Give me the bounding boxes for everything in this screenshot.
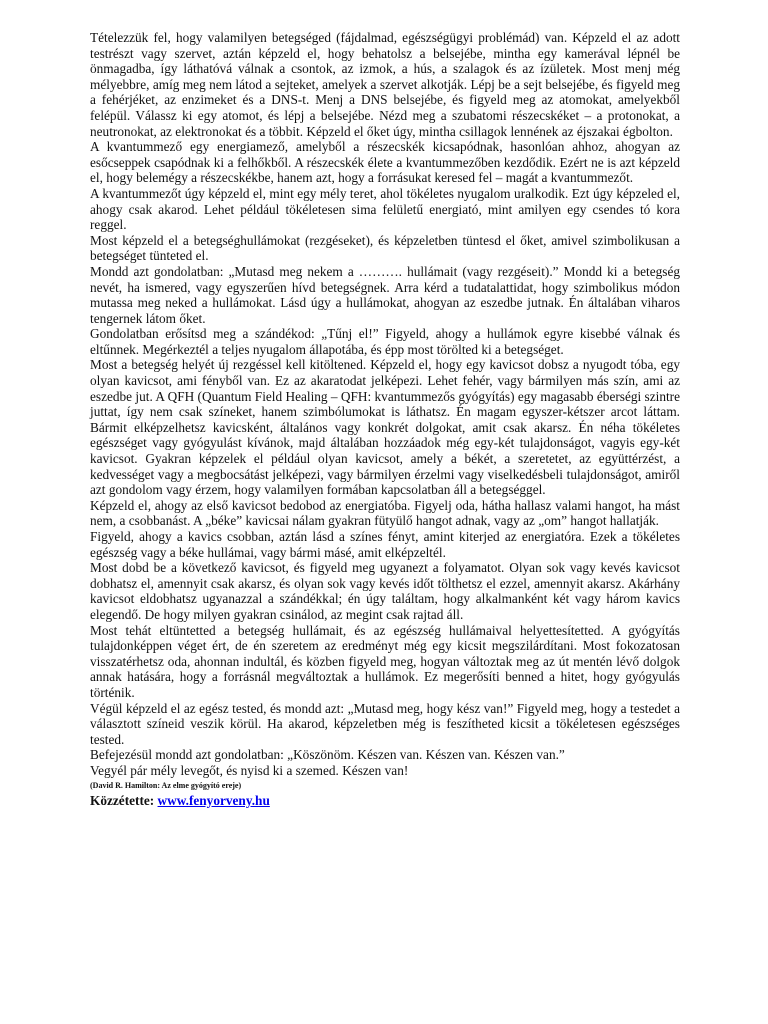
paragraph-11: Most tehát eltüntetted a betegség hullámait, és az egészség hullámaival helyettesítetted. A gyógyítás tulajdonképpen véget ért, de én szeretem az eredményt még egy kicsit megszilárdítani. Most fokozatosan visszatérhetsz oda, ahonnan indultál, és közben figyeld meg, hogyan változtak meg az út mentén lévő dolgok annak hatására, hogy a forrásnál megváltoztak a hullámok. Ez megerősíti benned a hitet, hogy gyógyulás történik. — [90, 622, 680, 700]
paragraph-4: Most képzeld el a betegséghullámokat (rezgéseket), és képzeletben tüntesd el őket, amivel szimbolikusan a betegséget tünteted el. — [90, 232, 680, 264]
paragraph-1: Tételezzük fel, hogy valamilyen betegséged (fájdalmad, egészségügyi problémád) van. Képzeld el az adott testrészt vagy szervet, aztán képzeld el, hogy behatolsz a belsejébe, mintha egy kamerával lépnél be önmagadba, így láthatóvá válnak a csontok, az izmok, a hús, a szalagok és az ízületek. Most menj még mélyebbre, amíg meg nem látod a sejteket, amelyek a szervet alkotják. Lépj be a sejt belsejébe, és figyeld meg a fehérjéket, az enzimeket és a DNS-t. Menj a DNS belsejébe, és figyeld meg az atomokat, amelyekből felépül. Válassz ki egy atomot, és lépj a belsejébe. Nézd meg a szubatomi részecskéket – a protonokat, a neutronokat, az elektronokat és a többit. Képzeld el őket úgy, mintha csillagok lennének az éjszakai égbolton. — [90, 30, 680, 139]
paragraph-14: Vegyél pár mély levegőt, és nyisd ki a szemed. Készen van! — [90, 762, 409, 778]
paragraph-10: Most dobd be a következő kavicsot, és figyeld meg ugyanezt a folyamatot. Olyan sok vagy kevés kavicsot dobhatsz el, amennyit csak akarsz, és olyan sok vagy kevés időt tölthetsz el ezzel, amennyit akarsz. Akárhány kavicsot eldobhatsz ugyanazzal a szándékkal; én úgy találtam, hogy alkalmanként két vagy három kavics elegendő. De hogy milyen gyakran csinálod, az megint csak rajtad áll. — [90, 560, 680, 622]
paragraph-6: Gondolatban erősítsd meg a szándékod: „Tűnj el!” Figyeld, ahogy a hullámok egyre kisebbé válnak és eltűnnek. Megérkeztél a teljes nyugalom állapotába, és épp most törölted ki a betegséget. — [90, 326, 680, 357]
publisher-label: Közzétette: — [90, 792, 155, 808]
paragraph-2: A kvantummező egy energiamező, amelyből a részecskék kicsapódnak, hasonlóan ahhoz, ahogyan az esőcseppek csapódnak ki a felhőkből. A részecskék élete a kvantummezőben kezdődik. Ezért ne is azt képzeld el, hogy belemégy a részecskékbe, hanem azt, hogy a forrásukat keresed fel – magát a kvantummezőt. — [90, 139, 680, 186]
paragraph-8: Képzeld el, ahogy az első kavicsot bedobod az energiatóba. Figyelj oda, hátha hallasz valami hangot, ha mást nem, a csobbanást. A „béke” kavicsai nálam gyakran fütyülő hangot adnak, vagy az „om” hangot hallatják. — [90, 497, 680, 529]
source-citation: (David R. Hamilton: Az elme gyógyító ereje) — [90, 780, 242, 790]
paragraph-9: Figyeld, ahogy a kavics csobban, aztán lásd a színes fényt, amint kiterjed az energiatóra. Ezek a tökéletes egészség vagy a béke hullámai, vagy bármi másé, amit elképzeltél. — [90, 529, 680, 560]
paragraph-12: Végül képzeld el az egész tested, és mondd azt: „Mutasd meg, hogy kész van!” Figyeld meg, hogy a testedet a választott színeid veszik körül. Ha akarod, képzeletben még is feszítheted kicsit a tökéletesen egészséges tested. — [90, 700, 680, 747]
publisher-link[interactable]: www.fenyorveny.hu — [157, 792, 270, 808]
paragraph-7: Most a betegség helyét új rezgéssel kell kitöltened. Képzeld el, hogy egy kavicsot dobsz a nyugodt tóba, egy olyan kavicsot, ami fényből van. Ez az akaratodat jelképezi. Lehet fehér, vagy bármilyen más szín, ami az eszedbe jut. A QFH (Quantum Field Healing – QFH: kvantummezős gyógyítás) egy magasabb éberségi szintre juttat, így nem csak színeket, hanem szimbólumokat is láthatsz. Én magam egyszer-kétszer arcot láttam. Bármit elképzelhetsz kavicsként, általános vagy konkrét dolgokat, amit csak akarsz. Én néha tökéletes egészséget vagy gyógyulást kívánok, majd általában hozzáadok még egy-két tulajdonságot, vagyis egy-két kavicsot. Gyakran képzelek el például olyan kavicsot, amely a békét, a szeretetet, az együttérzést, a kedvességet vagy a megbocsátást jelképezi, vagy bármilyen érzelmi vagy viselkedésbeli tulajdonságot, amiről azt gondolom vagy érzem, hogy valamilyen formában kapcsolatban áll a betegséggel. — [90, 357, 680, 498]
paragraph-13: Befejezésül mondd azt gondolatban: „Köszönöm. Készen van. Készen van. Készen van.” — [90, 747, 565, 763]
publisher-line — [90, 793, 680, 809]
paragraph-3: A kvantummezőt úgy képzeld el, mint egy mély teret, ahol tökéletes nyugalom uralkodik. Ezt úgy képzeled el, ahogy csak akarod. Lehet például tökéletesen sima felületű energiató, mint amilyen egy csendes tó kora reggel. — [90, 185, 680, 233]
paragraph-5: Mondd azt gondolatban: „Mutasd meg nekem a ………. hullámait (vagy rezgéseit).” Mondd ki a betegség nevét, ha ismered, vagy egyszerűen hívd betegségnek. Arra kérd a tudatalattidat, hogy szimbolikus módon mutassa meg neked a hullámokat. Lásd úgy a hullámokat, ahogyan az eszedbe jutnak. Én általában viharos tengernek látom őket. — [90, 263, 680, 326]
